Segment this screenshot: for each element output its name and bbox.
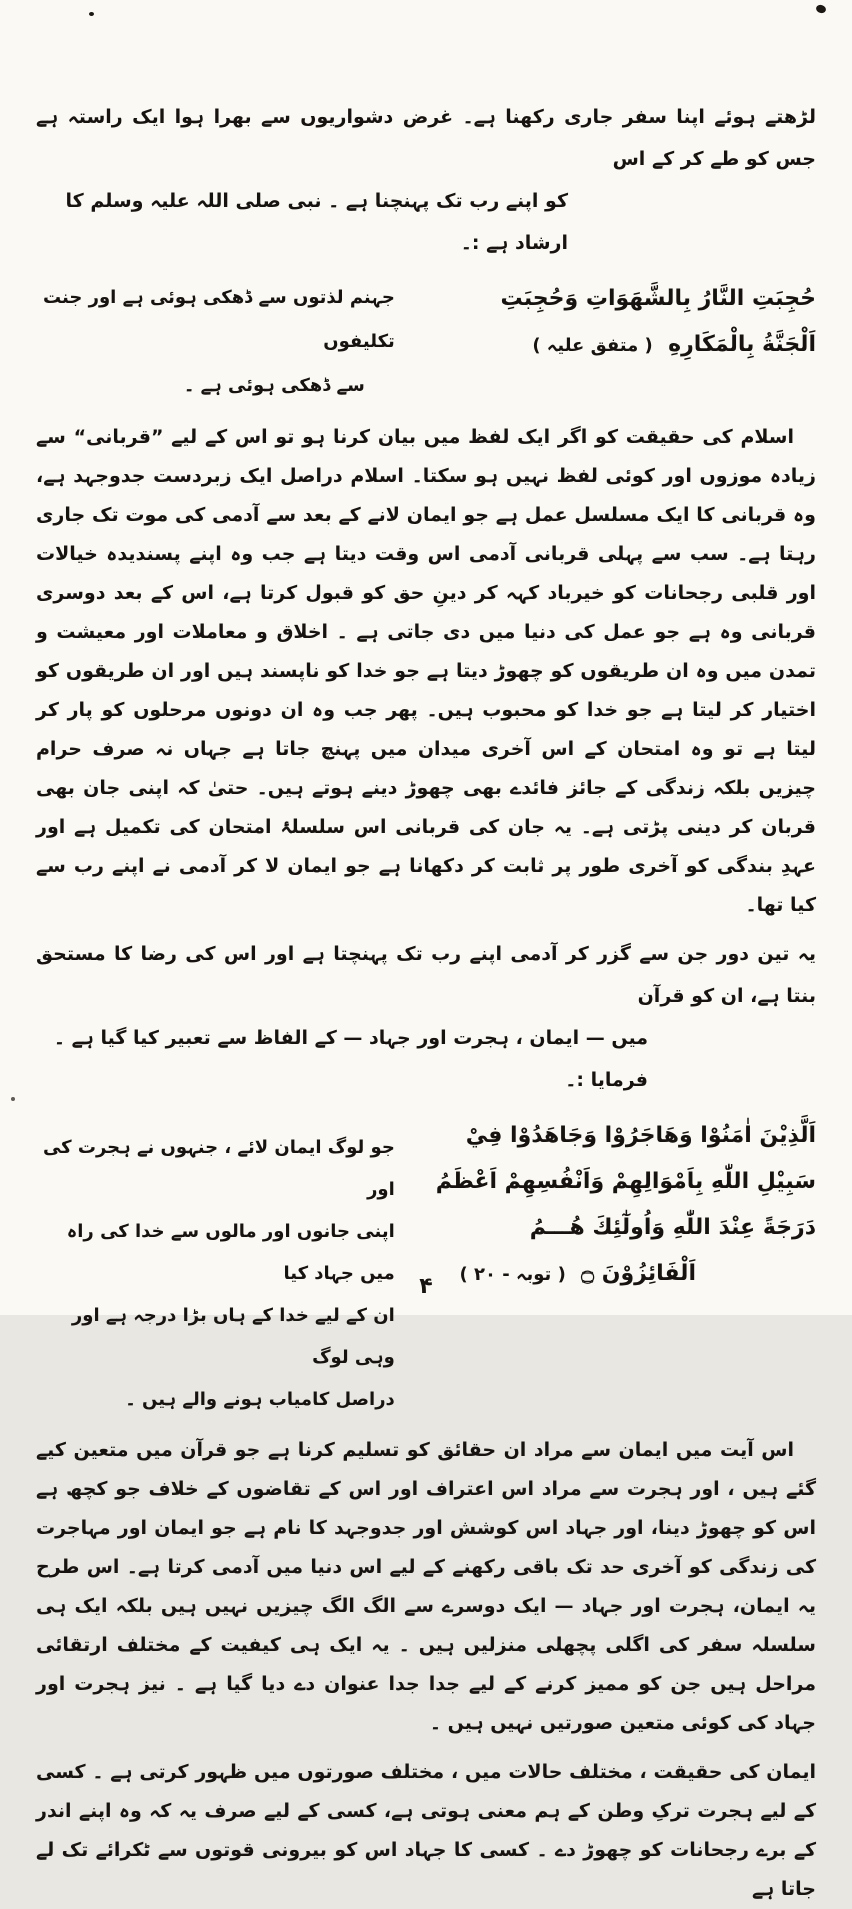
quran-verse-arabic-line-2: سَبِيْلِ اللّٰهِ بِاَمْوَالِهِمْ وَاَنْفُسِهِمْ اَعْظَمُ: [435, 1169, 816, 1194]
hadith-translation-line-2: سے ڈھکی ہوئی ہے ۔: [183, 375, 365, 396]
quran-verse-block: [36, 1113, 816, 1421]
quran-verse-arabic-column: [434, 1113, 816, 1298]
quran-translation-line-1: جو لوگ ایمان لائے ، جنہوں نے ہجرت کی اور: [42, 1137, 395, 1200]
opening-fragment-line-1: لڑھتے ہوئے اپنا سفر جاری رکھنا ہے۔ غرض دشواریوں سے بھرا ہوا ایک راستہ ہے جس کو طے کر کے اس: [36, 106, 816, 170]
quran-verse-arabic-line-4-text: اَلْفَائِزُوْنَ ۝: [581, 1261, 696, 1286]
ink-speck-icon: [89, 12, 94, 16]
paragraph-islam-haqiqat: اسلام کی حقیقت کو اگر ایک لفظ میں بیان کرنا ہو تو اس کے لیے ”قربانی“ سے زیادہ موزوں اور کوئی لفظ نہیں ہو سکتا۔ اسلام دراصل ایک زبردست جدوجہد ہے، وہ قربانی کا ایک مسلسل عمل ہے جو ایمان لانے کے بعد سے آدمی کی موت تک جاری رہتا ہے۔ سب سے پہلی قربانی آدمی اس وقت دیتا ہے جب وہ اپنے پسندیدہ خیالات اور قلبی رجحانات کو خیرباد کہہ کر دینِ حق کو قبول کرتا ہے، اس کے بعد دوسری قربانی وہ ہے جو عمل کی دنیا میں دی جاتی ہے ۔ اخلاق و معاملات اور معیشت و تمدن میں وہ ان طریقوں کو چھوڑ دیتا ہے جو خدا کو ناپسند ہیں اور ان طریقوں کو اختیار کر لیتا ہے جو خدا کو محبوب ہیں۔ پھر جب وہ ان دونوں مرحلوں کو پار کر لیتا ہے تو وہ امتحان کے اس آخری میدان میں پہنچ جاتا ہے جہاں نہ صرف حرام چیزیں بلکہ زندگی کے جائز فائدے بھی چھوڑ دینے ہوتے ہیں۔ حتیٰ کہ اپنی جان بھی قربان کر دینی پڑتی ہے۔ یہ جان کی قربانی اس سلسلۂ امتحان کی تکمیل ہے اور عہدِ بندگی کو آخری طور پر ثابت کر دکھانا ہے جو ایمان لا کر آدمی نے اپنے رب سے کیا تھا۔: [36, 426, 816, 916]
hadith-arabic-line-1: حُجِبَتِ النَّارُ بِالشَّهَوَاتِ وَحُجِبَتِ: [500, 286, 816, 311]
quran-translation-line-3: ان کے لیے خدا کے ہاں بڑا درجہ ہے اور وہی لوگ: [71, 1305, 395, 1368]
quran-verse-translation-column: [36, 1113, 395, 1421]
quran-verse-reference: ( توبہ - ۲۰ ): [459, 1264, 566, 1285]
paragraph-iman-zuhoor: ایمان کی حقیقت ، مختلف حالات میں ، مختلف صورتوں میں ظہور کرتی ہے ۔ کسی کے لیے ہجرت ترکِ وطن کے ہم معنی ہوتی ہے، کسی کے لیے صرف یہ کہ وہ اپنے اندر کے برے رجحانات کو چھوڑ دے ۔ کسی کا جہاد اس کو بیرونی قوتوں سے ٹکرائے تک لے جاتا ہے: [36, 1761, 816, 1900]
quran-translation-line-2: اپنی جانوں اور مالوں سے خدا کی راہ میں جہاد کیا: [66, 1221, 395, 1284]
hadith-translation-column: [36, 276, 395, 408]
quran-verse-arabic-line-3: دَرَجَةً عِنْدَ اللّٰهِ وَاُولٰٓئِكَ هُـــمُ: [529, 1215, 816, 1240]
paragraph-ayat-tashreeh: اس آیت میں ایمان سے مراد ان حقائق کو تسلیم کرنا ہے جو قرآن میں متعین کیے گئے ہیں ، اور ہجرت سے مراد اس اعتراف اور اس کے تقاضوں کے خلاف جو کچھ ہے اس کو چھوڑ دینا، اور جہاد اس کوشش اور جدوجہد کا نام ہے جو ایمان اور مہاجرت کی زندگی کو آخری حد تک باقی رکھنے کے لیے اس دنیا میں آدمی کرتا ہے۔ اس طرح یہ ایمان، ہجرت اور جہاد — ایک دوسرے سے الگ الگ چیزیں نہیں ہیں بلکہ ایک ہی سلسلہ سفر کی اگلی پچھلی منزلیں ہیں ۔ یہ ایک ہی کیفیت کے مختلف ارتقائی مراحل ہیں جن کو ممیز کرنے کے لیے جدا جدا عنوان دے دیا گیا ہے ۔ نیز ہجرت اور جہاد کی کوئی متعین صورتیں نہیں ہیں ۔: [36, 1439, 816, 1734]
hadith-reference: ( متفق علیہ ): [532, 335, 653, 356]
hadith-arabic-line-2-text: اَلْجَنَّةُ بِالْمَكَارِهِ: [668, 332, 816, 357]
hadith-block: [36, 276, 816, 408]
opening-fragment-line-2: کو اپنے رب تک پہنچنا ہے ۔ نبی صلی اللہ علیہ وسلم کا ارشاد ہے :۔: [65, 190, 568, 254]
paragraph-teen-daur-line-1: یہ تین دور جن سے گزر کر آدمی اپنے رب تک پہنچتا ہے اور اس کی رضا کا مستحق بنتا ہے، ان کو قرآن: [36, 943, 816, 1007]
quran-verse-arabic-line-1: اَلَّذِيْنَ اٰمَنُوْا وَهَاجَرُوْا وَجَاهَدُوْا فِيْ: [465, 1123, 816, 1148]
hadith-translation-line-1: جہنم لذتوں سے ڈھکی ہوئی ہے اور جنت تکلیفوں: [42, 287, 395, 352]
quran-translation-line-4: دراصل کامیاب ہونے والے ہیں ۔: [125, 1389, 395, 1410]
page-number: ۴: [419, 1274, 433, 1299]
hadith-arabic-line-2: [434, 322, 816, 369]
paragraph-teen-daur-line-2: میں — ایمان ، ہجرت اور جہاد — کے الفاظ سے تعبیر کیا گیا ہے ۔ فرمایا :۔: [53, 1027, 648, 1091]
hadith-arabic-column: [434, 276, 816, 369]
ink-speck-icon: [11, 1097, 15, 1101]
